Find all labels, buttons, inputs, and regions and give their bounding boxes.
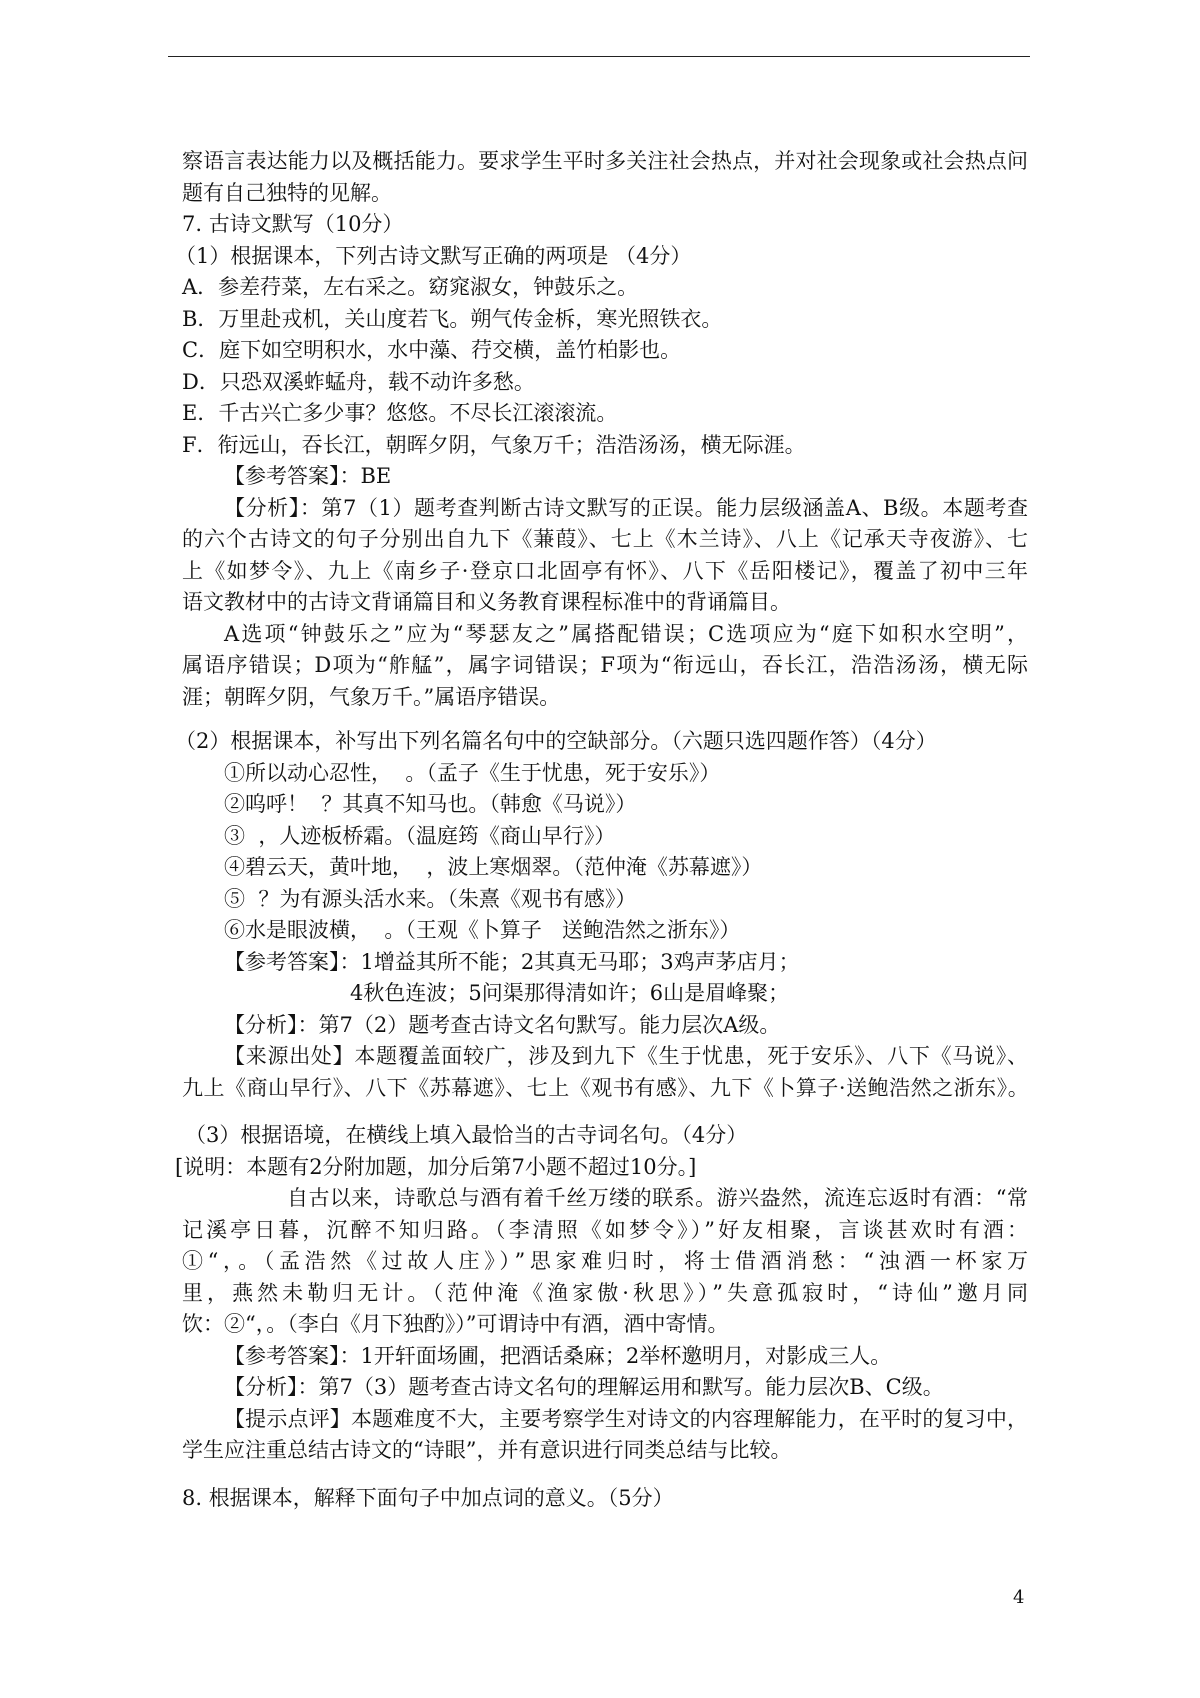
part1-analysis-line: 上《如梦令》、九上《南乡子·登京口北固亭有怀》、八下《岳阳楼记》，覆盖了初中三年 [182,558,1028,583]
blank-item-3: ③ ，人迹板桥霜。（温庭筠《商山早行》） [224,823,616,848]
option-e: E．千古兴亡多少事？悠悠。不尽长江滚滚流。 [182,401,618,425]
blank-item-6: ⑥水是眼波横， 。（王观《卜算子 送鲍浩然之浙东》） [224,918,741,942]
option-a: A．参差荇菜，左右采之。窈窕淑女，钟鼓乐之。 [182,275,639,299]
question-8-title: 8. 根据课本，解释下面句子中加点词的意义。（5分） [182,1485,674,1510]
part2-prompt: （2）根据课本，补写出下列名篇名句中的空缺部分。（六题只选四题作答）（4分） [175,729,937,753]
blank-item-4: ④碧云天，黄叶地， ，波上寒烟翠。（范仲淹《苏幕遮》） [224,855,763,879]
part3-comment-line: 学生应注重总结古诗文的“诗眼”，并有意识进行同类总结与比较。 [182,1438,792,1462]
page-body [175,146,1028,1514]
part1-explanation-line: 属语序错误；D项为“舴艋”，属字词错误；F项为“衔远山，吞长江，浩浩汤汤，横无际 [182,653,1028,677]
part2-source-line: 【来源出处】本题覆盖面较广，涉及到九下《生于忧患，死于安乐》、八下《马说》、 [224,1044,1028,1068]
part2-answer-line: 【参考答案】：1增益其所不能；2其真无马耶；3鸡声茅店月； [224,949,800,974]
blank-item-5: ⑤ ？为有源头活水来。（朱熹《观书有感》） [224,886,637,911]
part2-source-line: 九上《商山早行》、八下《苏幕遮》、七上《观书有感》、九下《卜算子·送鲍浩然之浙东》。 [182,1075,1028,1100]
intro-line: 题有自己独特的见解。 [182,180,392,205]
part3-passage-line: ①“，。（孟浩然《过故人庄》）”思家难归时，将士借酒消愁：“浊酒一杯家万 [182,1249,1028,1273]
part3-answer: 【参考答案】：1开轩面场圃，把酒话桑麻；2举杯邀明月，对影成三人。 [224,1343,892,1368]
part1-prompt: （1）根据课本，下列古诗文默写正确的两项是 （4分） [175,243,692,268]
part1-analysis-line: 的六个古诗文的句子分别出自九下《蒹葭》、七上《木兰诗》、八上《记承天寺夜游》、七 [182,527,1028,551]
option-d: D．只恐双溪蚱蜢舟，载不动许多愁。 [182,369,535,394]
part2-answer-line: 4秋色连波；5问渠那得清如许；6山是眉峰聚； [350,981,790,1005]
blank-item-1: ①所以动心忍性， 。（孟子《生于忧患，死于安乐》） [224,760,721,785]
question-7-title: 7. 古诗文默写（10分） [182,212,404,236]
page-number: 4 [1013,1587,1025,1608]
part3-passage-line: 里，燕然未勒归无计。（范仲淹《渔家傲·秋思》）”失意孤寂时，“诗仙”邀月同 [182,1280,1028,1305]
part1-explanation-line: A选项“钟鼓乐之”应为“琴瑟友之”属搭配错误；C选项应为“庭下如积水空明”， [224,621,1028,646]
part1-analysis-line: 语文教材中的古诗文背诵篇目和义务教育课程标准中的背诵篇目。 [182,590,791,614]
part3-comment-line: 【提示点评】本题难度不大，主要考察学生对诗文的内容理解能力，在平时的复习中， [224,1406,1028,1431]
part3-passage-line: 记溪亭日暮，沉醉不知归路。（李清照《如梦令》）”好友相聚，言谈甚欢时有酒： [182,1217,1028,1242]
part1-analysis-line: 【分析】：第7（1）题考查判断古诗文默写的正误。能力层级涵盖A、B级。本题考查 [224,495,1028,520]
part3-prompt: （3）根据语境，在横线上填入最恰当的古寺词名句。（4分） [185,1123,748,1147]
intro-line: 察语言表达能力以及概括能力。要求学生平时多关注社会热点，并对社会现象或社会热点问 [182,149,1028,173]
part3-passage-line: 饮：②“，。（李白《月下独酌》）”可谓诗中有酒，酒中寄情。 [182,1312,729,1336]
part3-note: [说明：本题有2分附加题，加分后第7小题不超过10分。] [175,1154,697,1179]
option-c: C．庭下如空明积水，水中藻、荇交横，盖竹柏影也。 [182,338,682,362]
part1-explanation-line: 涯；朝晖夕阴，气象万千。”属语序错误。 [182,684,561,709]
option-f: F．衔远山，吞长江，朝晖夕阴，气象万千；浩浩汤汤，横无际涯。 [182,432,806,457]
option-b: B．万里赴戎机，关山度若飞。朔气传金柝，寒光照铁衣。 [182,306,723,331]
part1-answer: 【参考答案】：BE [224,464,392,488]
blank-item-2: ②呜呼！ ？其真不知马也。（韩愈《马说》） [224,792,637,816]
header-rule [168,56,1030,57]
part3-analysis: 【分析】：第7（3）题考查古诗文名句的理解运用和默写。能力层次B、C级。 [224,1375,944,1399]
part2-analysis: 【分析】：第7（2）题考查古诗文名句默写。能力层次A级。 [224,1012,781,1037]
part3-passage-line: 自古以来，诗歌总与酒有着千丝万缕的联系。游兴盎然，流连忘返时有酒：“常 [287,1186,1028,1210]
